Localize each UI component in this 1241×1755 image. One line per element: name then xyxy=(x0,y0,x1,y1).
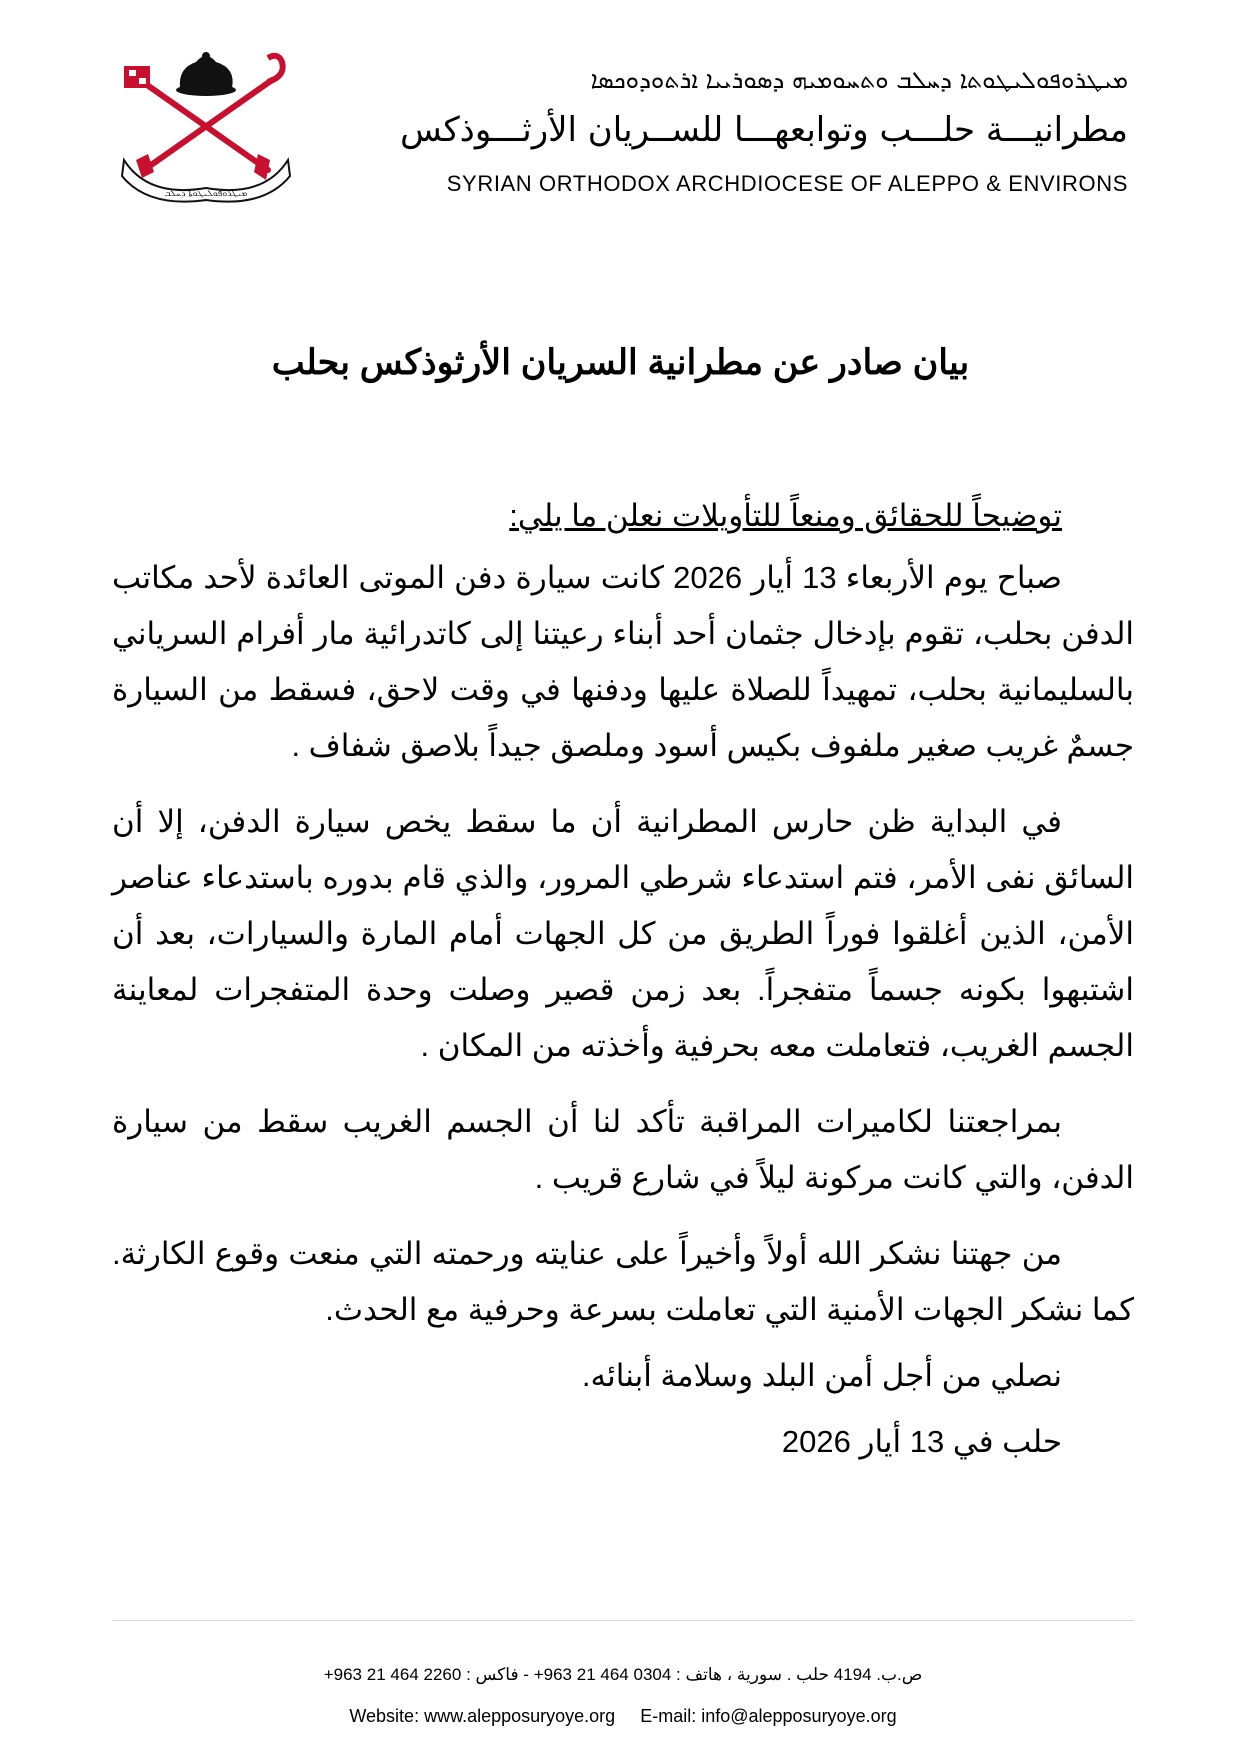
paragraph-4: من جهتنا نشكر الله أولاً وأخيراً على عنايته ورحمته التي منعت وقوع الكارثة. كما نشكر الجهات الأمنية التي تعاملت بسرعة وحرفية مع الحدث. xyxy=(112,1236,1134,1327)
website-link[interactable]: Website: www.alepposuryoye.org xyxy=(349,1706,616,1726)
statement-title: بيان صادر عن مطرانية السريان الأرثوذكس بحلب xyxy=(271,343,970,382)
header-english-name: SYRIAN ORTHODOX ARCHDIOCESE OF ALEPPO & ENVIRONS xyxy=(446,171,1128,196)
statement-intro: توضيحاً للحقائق ومنعاً للتأويلات نعلن ما يلي: xyxy=(509,498,1062,533)
email-link[interactable]: E-mail: info@alepposuryoye.org xyxy=(640,1706,897,1726)
paragraph-1: صباح يوم الأربعاء 13 أيار 2026 كانت سيارة دفن الموتى العائدة لأحد مكاتب الدفن بحلب، تقوم بإدخال جثمان أحد أبناء رعيتنا إلى كاتدرائية مار أفرام السرياني بالسليمانية بحلب، تمهيداً للصلاة عليها ودفنها في وقت لاحق، فسقط من السيارة جسمٌ غريب صغير ملفوف بكيس أسود وملصق جيداً بلاصق شفاف . xyxy=(112,560,1134,763)
statement-body xyxy=(112,488,1134,1480)
header-syriac-name: ܡܝܛܪܘܦܘܠܝܛܘܬܐ ܕܚܠܒ ܘܬܚܘܡܝܗ ܕܣܘܪܝܝܐ ܐܪܬܘܕܘܟܣܐ xyxy=(590,66,1128,94)
paragraph-3: بمراجعتنا لكاميرات المراقبة تأكد لنا أن الجسم الغريب سقط من سيارة الدفن، والتي كانت مركونة ليلاً في شارع قريب . xyxy=(112,1104,1134,1195)
archdiocese-emblem-logo xyxy=(118,48,294,208)
seal-ribbon-text: ܡܝܛܪܘܦܘܠܝܛܘܬܐ ܕܚܠܒ xyxy=(164,189,248,199)
header-arabic-name: مطرانيـــة حلـــب وتوابعهـــا للســريان الأرثـــوذكس xyxy=(400,110,1128,150)
footer-web-links xyxy=(112,1703,1134,1729)
closing-prayer: نصلي من أجل أمن البلد وسلامة أبنائه. xyxy=(581,1358,1062,1393)
footer-divider xyxy=(112,1620,1134,1621)
paragraph-2: في البداية ظن حارس المطرانية أن ما سقط يخص سيارة الدفن، إلا أن السائق نفى الأمر، فتم استدعاء شرطي المرور، والذي قام بدوره باستدعاء عناصر الأمن، الذين أغلقوا فوراً الطريق من كل الجهات أمام المارة والسيارات، بعد أن اشتبهوا بكونه جسماً متفجراً. بعد زمن قصير وصلت وحدة المتفجرات لمعاينة الجسم الغريب، فتعاملت معه بحرفية وأخذته من المكان . xyxy=(112,804,1134,1063)
footer-contact-info: ص.ب. 4194 حلب . سورية ، هاتف : 0304 464 21 963+ - فاكس : 2260 464 21 963+ xyxy=(323,1665,923,1684)
place-and-date: حلب في 13 أيار 2026 xyxy=(781,1424,1062,1459)
